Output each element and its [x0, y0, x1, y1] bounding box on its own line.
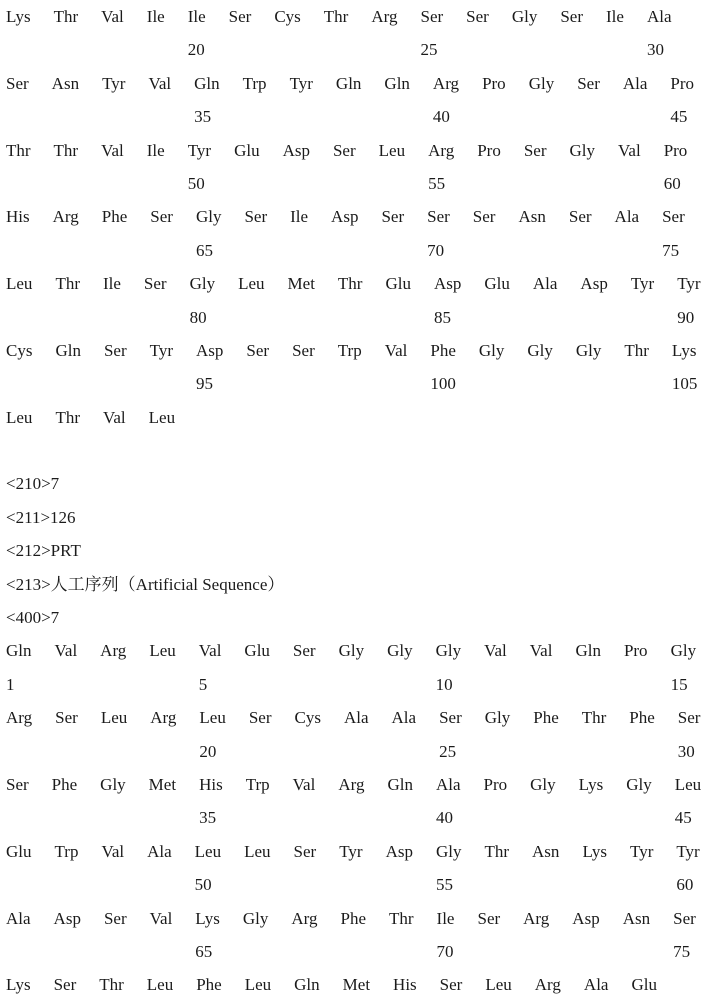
residue-cell: Ser: [568, 207, 592, 227]
sequence-row: [6, 634, 715, 701]
position-number: 45: [670, 107, 688, 127]
residue-cell: Phe: [533, 708, 559, 728]
residue-cell: Asn: [51, 73, 80, 93]
residue-cell: Tyr: [187, 140, 212, 160]
residue-cell: Ser: [662, 207, 685, 227]
sequence-7-body: [6, 634, 715, 1001]
residue-cell: Glu: [234, 140, 260, 160]
position-number: 70: [436, 941, 454, 961]
position-number: 25: [420, 40, 438, 60]
residue-cell: Gly: [527, 340, 553, 360]
sequence-7-header: [6, 467, 715, 634]
blank-line: [6, 434, 715, 467]
residue-cell: Phe: [340, 908, 366, 928]
residue-cell: Tyr: [630, 841, 654, 861]
position-number: 35: [194, 107, 212, 127]
residue-cell: Ser: [6, 73, 29, 93]
residue-cell: Pro: [623, 641, 648, 661]
position-number: 75: [673, 941, 691, 961]
residue-cell: Met: [148, 774, 177, 794]
residue-cell: Ile: [436, 908, 455, 928]
residue-cell: Ser: [677, 708, 701, 728]
residue-cell: Gln: [384, 73, 410, 93]
residue-cell: Phe: [196, 975, 222, 995]
residue-cell: Thr: [6, 140, 31, 160]
sequence-row: [6, 768, 715, 835]
residue-cell: Thr: [323, 7, 349, 26]
residue-cell: Asp: [53, 908, 81, 928]
residue-cell: Asn: [518, 207, 546, 227]
position-number: 65: [195, 941, 213, 961]
residue-cell: Gly: [435, 641, 462, 661]
position-number: 45: [674, 808, 692, 828]
residue-cell: Lys: [671, 340, 697, 360]
residue-cell: Leu: [199, 708, 226, 728]
residue-cell: Asp: [385, 841, 413, 861]
sequence-row: [6, 701, 715, 768]
sequence-row: [6, 200, 715, 267]
sequence-6-tail: [6, 0, 715, 434]
residue-cell: Leu: [146, 975, 174, 995]
residue-cell: Ser: [472, 207, 496, 227]
residue-cell: Val: [102, 407, 126, 427]
sequence-row: [6, 67, 715, 134]
residue-cell: Ser: [292, 641, 316, 661]
residue-cell: Cys: [274, 7, 301, 26]
residue-cell: Trp: [337, 340, 362, 360]
sequence-row: [6, 134, 715, 201]
residue-cell: Asn: [622, 908, 651, 928]
residue-cell: Ser: [55, 708, 78, 728]
residue-cell: Leu: [485, 975, 512, 995]
residue-cell: His: [6, 207, 30, 227]
position-number: 5: [198, 674, 208, 694]
residue-cell: Glu: [244, 641, 270, 661]
residue-cell: Phe: [629, 708, 655, 728]
residue-cell: Val: [149, 908, 173, 928]
residue-cell: Leu: [378, 140, 406, 160]
metadata-line: <213>人工序列（Artificial Sequence）: [6, 574, 285, 594]
residue-cell: Ser: [577, 73, 600, 93]
sequence-row: [6, 267, 715, 334]
residue-cell: Ser: [466, 7, 489, 26]
metadata-line: <211>126: [6, 507, 76, 527]
residue-cell: Ile: [102, 274, 121, 294]
position-number: 100: [430, 374, 456, 394]
residue-cell: Trp: [54, 841, 79, 861]
residue-cell: Val: [101, 841, 125, 861]
residue-cell: Ser: [560, 7, 583, 26]
residue-cell: Arg: [150, 708, 177, 728]
residue-cell: Thr: [484, 841, 510, 861]
position-number: 30: [646, 40, 664, 60]
position-number: 80: [189, 307, 207, 327]
residue-cell: Thr: [99, 975, 124, 995]
residue-cell: Phe: [51, 774, 78, 794]
residue-cell: Gln: [575, 641, 601, 661]
residue-cell: Gly: [435, 841, 462, 861]
residue-cell: Val: [529, 641, 553, 661]
residue-cell: Val: [384, 340, 408, 360]
position-number: 60: [663, 173, 681, 193]
residue-cell: Phe: [101, 207, 128, 227]
residue-cell: Tyr: [149, 340, 173, 360]
residue-cell: Val: [101, 140, 124, 160]
residue-cell: Ser: [332, 140, 356, 160]
residue-cell: Pro: [482, 73, 506, 93]
residue-cell: Gly: [338, 641, 365, 661]
residue-cell: Gln: [194, 73, 220, 93]
residue-cell: Tyr: [102, 73, 126, 93]
residue-cell: Val: [618, 140, 641, 160]
residue-cell: Val: [198, 641, 222, 661]
residue-cell: Ser: [673, 908, 696, 928]
residue-cell: Lys: [578, 774, 604, 794]
residue-cell: Ser: [103, 908, 127, 928]
residue-cell: Phe: [430, 340, 456, 360]
residue-cell: Thr: [55, 407, 80, 427]
sequence-row: [6, 401, 715, 434]
residue-cell: Ile: [606, 7, 624, 26]
residue-cell: Ser: [143, 274, 167, 294]
residue-cell: Ile: [146, 140, 165, 160]
residue-cell: Ser: [477, 908, 501, 928]
residue-cell: Cys: [294, 708, 321, 728]
position-number: 105: [671, 374, 698, 394]
position-number: 85: [433, 307, 451, 327]
residue-cell: Thr: [337, 274, 363, 294]
residue-cell: Gly: [387, 641, 413, 661]
residue-cell: Val: [292, 774, 316, 794]
position-number: 20: [199, 741, 217, 761]
residue-cell: Gly: [528, 73, 555, 93]
residue-cell: Thr: [55, 274, 80, 294]
residue-cell: Leu: [6, 407, 33, 427]
residue-cell: Arg: [52, 207, 79, 227]
residue-cell: Val: [148, 73, 172, 93]
residue-cell: Arg: [6, 708, 33, 728]
residue-cell: Ser: [439, 975, 463, 995]
metadata-line: <400>7: [6, 608, 60, 628]
residue-cell: Leu: [194, 841, 222, 861]
residue-cell: Leu: [674, 774, 702, 794]
residue-cell: Arg: [523, 908, 550, 928]
residue-cell: Gly: [242, 908, 269, 928]
sequence-row: [6, 334, 715, 401]
residue-cell: Val: [101, 7, 124, 26]
residue-cell: Ser: [427, 207, 450, 227]
residue-cell: Trp: [245, 774, 270, 794]
residue-cell: Ala: [391, 708, 417, 728]
residue-cell: Arg: [371, 7, 398, 26]
residue-cell: His: [199, 774, 223, 794]
position-number: 30: [677, 741, 695, 761]
residue-cell: Leu: [148, 407, 176, 427]
residue-cell: Ser: [53, 975, 77, 995]
residue-cell: Gly: [511, 7, 538, 26]
residue-cell: Val: [484, 641, 507, 661]
residue-cell: Ala: [343, 708, 369, 728]
residue-cell: Thr: [53, 140, 79, 160]
residue-cell: Arg: [338, 774, 365, 794]
residue-cell: Ser: [420, 7, 444, 26]
residue-cell: Ser: [150, 207, 173, 227]
residue-cell: Arg: [428, 140, 455, 160]
residue-cell: Asp: [572, 908, 600, 928]
residue-cell: Ser: [6, 774, 29, 794]
residue-cell: Gly: [478, 340, 505, 360]
residue-cell: Asp: [580, 274, 608, 294]
residue-cell: Ile: [290, 207, 309, 227]
residue-cell: Tyr: [677, 274, 701, 294]
position-number: 95: [196, 374, 213, 394]
residue-cell: Thr: [389, 908, 414, 928]
residue-cell: Ala: [646, 7, 672, 26]
residue-cell: Leu: [149, 641, 176, 661]
sequence-row: [6, 902, 715, 969]
residue-cell: Ala: [6, 908, 31, 928]
residue-cell: Gly: [100, 774, 126, 794]
residue-cell: Leu: [244, 975, 272, 995]
residue-cell: Ser: [292, 340, 315, 360]
metadata-line: <210>7: [6, 474, 60, 494]
residue-cell: Ser: [246, 340, 270, 360]
residue-cell: Gln: [55, 340, 81, 360]
residue-cell: Asp: [331, 207, 359, 227]
residue-cell: His: [393, 975, 417, 995]
residue-cell: Arg: [534, 975, 561, 995]
position-number: 15: [670, 674, 688, 694]
residue-cell: Lys: [582, 841, 607, 861]
residue-cell: Pro: [477, 140, 501, 160]
position-number: 90: [677, 307, 695, 327]
position-number: 40: [435, 808, 453, 828]
residue-cell: Thr: [624, 340, 649, 360]
residue-cell: Leu: [100, 708, 128, 728]
residue-cell: Tyr: [630, 274, 655, 294]
residue-cell: Pro: [663, 140, 688, 160]
residue-cell: Lys: [195, 908, 220, 928]
residue-cell: Glu: [484, 274, 510, 294]
residue-cell: Gly: [484, 708, 511, 728]
metadata-line: <212>PRT: [6, 541, 81, 561]
residue-cell: Ala: [532, 274, 558, 294]
position-number: 65: [195, 240, 213, 260]
residue-cell: Ser: [244, 207, 268, 227]
sequence-row: [6, 968, 715, 1001]
residue-cell: Ala: [622, 73, 648, 93]
residue-cell: Val: [54, 641, 78, 661]
position-number: 10: [435, 674, 453, 694]
residue-cell: Glu: [385, 274, 411, 294]
residue-cell: Cys: [6, 340, 33, 360]
position-number: 20: [187, 40, 205, 60]
residue-cell: Gly: [195, 207, 222, 227]
residue-cell: Gly: [569, 140, 596, 160]
position-number: 1: [6, 674, 15, 694]
residue-cell: Asp: [282, 140, 310, 160]
residue-cell: Gly: [626, 774, 652, 794]
residue-cell: Ser: [439, 708, 462, 728]
position-number: 55: [428, 173, 446, 193]
residue-cell: Lys: [6, 975, 31, 995]
residue-cell: Gly: [670, 641, 697, 661]
residue-cell: Pro: [483, 774, 508, 794]
residue-cell: Glu: [6, 841, 32, 861]
residue-cell: Gln: [387, 774, 413, 794]
residue-cell: Lys: [6, 7, 31, 26]
residue-cell: Trp: [242, 73, 267, 93]
residue-cell: Ser: [381, 207, 405, 227]
sequence-row: [6, 835, 715, 902]
position-number: 40: [432, 107, 450, 127]
residue-cell: Met: [287, 274, 315, 294]
residue-cell: Ala: [583, 975, 609, 995]
residue-cell: Leu: [238, 274, 265, 294]
residue-cell: Arg: [100, 641, 127, 661]
residue-cell: Asp: [196, 340, 224, 360]
residue-cell: Leu: [6, 274, 33, 294]
position-number: 70: [427, 240, 445, 260]
residue-cell: Leu: [244, 841, 271, 861]
residue-cell: Asp: [433, 274, 462, 294]
residue-cell: Ala: [435, 774, 461, 794]
residue-cell: Thr: [53, 7, 79, 26]
residue-cell: Tyr: [339, 841, 363, 861]
residue-cell: Ile: [187, 7, 206, 26]
residue-cell: Ser: [523, 140, 547, 160]
position-number: 35: [199, 808, 217, 828]
residue-cell: Asn: [532, 841, 560, 861]
residue-cell: Tyr: [289, 73, 313, 93]
residue-cell: Ser: [293, 841, 317, 861]
residue-cell: Met: [342, 975, 371, 995]
residue-cell: Gly: [530, 774, 556, 794]
residue-cell: Gln: [6, 641, 32, 661]
residue-cell: Tyr: [676, 841, 700, 861]
residue-cell: Arg: [432, 73, 460, 93]
residue-cell: Ser: [228, 7, 252, 26]
position-number: 55: [435, 875, 453, 895]
sequence-row: [6, 0, 715, 67]
residue-cell: Ser: [248, 708, 272, 728]
residue-cell: Gln: [294, 975, 320, 995]
residue-cell: Pro: [670, 73, 695, 93]
position-number: 25: [439, 741, 457, 761]
residue-cell: Glu: [631, 975, 657, 995]
position-number: 50: [187, 173, 205, 193]
residue-cell: Gln: [335, 73, 362, 93]
residue-cell: Thr: [581, 708, 607, 728]
residue-cell: Gly: [189, 274, 216, 294]
residue-cell: Arg: [291, 908, 318, 928]
position-number: 60: [676, 875, 694, 895]
residue-cell: Ser: [103, 340, 127, 360]
position-number: 50: [194, 875, 212, 895]
position-number: 75: [662, 240, 680, 260]
residue-cell: Gly: [575, 340, 602, 360]
residue-cell: Ala: [147, 841, 172, 861]
residue-cell: Ala: [614, 207, 640, 227]
residue-cell: Ile: [146, 7, 165, 26]
